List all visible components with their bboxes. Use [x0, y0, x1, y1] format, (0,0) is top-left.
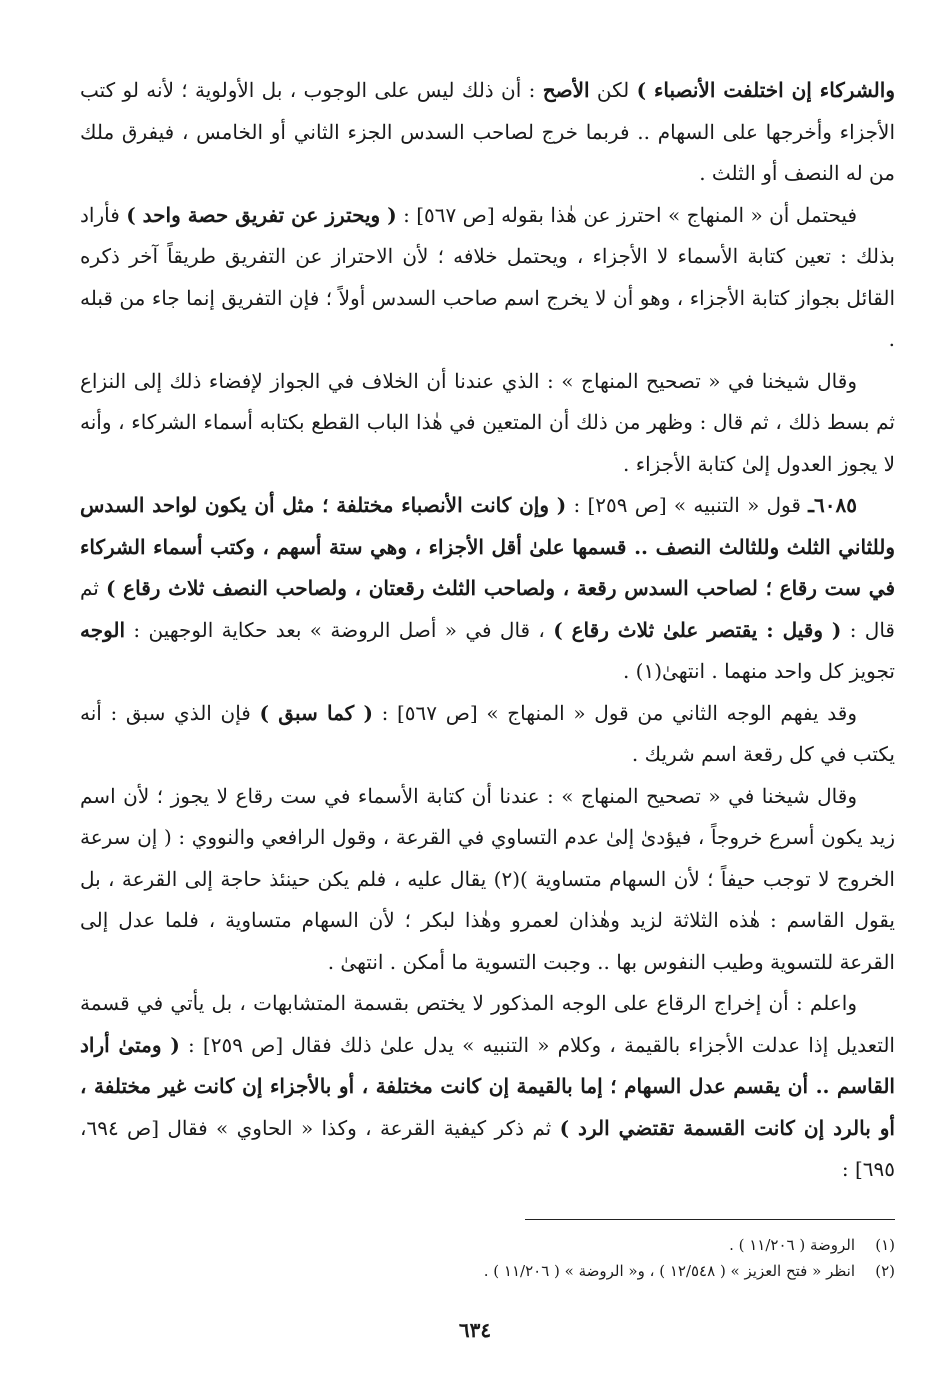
footnote-number: (١)	[875, 1236, 895, 1254]
bold-text-run: ( كما سبق )	[259, 700, 373, 725]
footnote-text: الروضة ( ١١/٢٠٦ ) .	[729, 1236, 855, 1254]
text-run: وقد يفهم الوجه الثاني من قول « المنهاج » [ص ٥٦٧] :	[372, 700, 857, 725]
main-text	[80, 70, 895, 1191]
text-run: وقال شيخنا في « تصحيح المنهاج » : عندنا أن كتابة الأسماء في ست رقاع لا يجوز ؛ لأن اسم زيد يكون أسرع خروجاً ، فيؤدىٰ إلىٰ عدم التساوي في القرعة ، وقول الرافعي والنووي : ( إن سرعة الخروج لا توجب حيفاً ؛ لأن السهام متساوية )(٢) يقال عليه ، فلم يكن حينئذ حاجة إلى القرعة ، بل يقول القاسم : هٰذه الثلاثة لزيد وهٰذان لعمرو وهٰذا لبكر ؛ لأن السهام متساوية ، فلما عدل إلى القرعة للتسوية وطيب النفوس بها .. وجبت التسوية ما أمكن . انتهىٰ .	[80, 783, 895, 974]
footnote-number: (٢)	[875, 1262, 895, 1280]
text-run: وقال شيخنا في « تصحيح المنهاج » : الذي عندنا أن الخلاف في الجواز لإفضاء ذلك إلى النزاع ثم بسط ذلك ، ثم قال : وظهر من ذلك أن المتعين في هٰذا الباب القطع بكتابه أسماء الشركاء ، وأنه لا يجوز العدول إلىٰ كتابة الأجزاء .	[80, 368, 895, 476]
text-run: ، قال في « أصل الروضة » بعد حكاية الوجهين :	[125, 617, 554, 642]
footnote-1	[80, 1232, 895, 1258]
bold-text-run: الوجه	[80, 617, 126, 642]
paragraph-p6	[80, 776, 895, 984]
text-run: فإن الذي سبق : أنه يكتب في كل رقعة اسم شريك .	[80, 700, 895, 766]
text-run: : أن ذلك ليس على الوجوب ، بل الأولوية ؛ لأنه لو كتب الأجزاء وأخرجها على السهام .. فربما خرج لصاحب السدس الجزء الثاني أو الخامس ، فيفرق ملك من له النصف أو الثلث .	[80, 78, 895, 185]
footnote-text: انظر « فتح العزيز » ( ١٢/٥٤٨ ) ، و« الروضة » ( ١١/٢٠٦ ) .	[483, 1262, 855, 1280]
text-run: ثم ذكر كيفية القرعة ، وكذا « الحاوي » فقال [ص ٦٩٤، ٦٩٥] :	[80, 1115, 895, 1181]
text-run: ثم قال :	[80, 576, 895, 642]
paragraph-p3	[80, 361, 895, 486]
paragraph-p7	[80, 983, 895, 1191]
bold-text-run: والشركاء إن اختلفت الأنصباء )	[636, 78, 895, 102]
bold-text-run: ( ومتىٰ أراد القاسم .. أن يقسم عدل السهام ؛ إما بالقيمة إن كانت مختلفة ، أو بالأجزاء إن كانت غير مختلفة ، أو بالرد إن كانت القسمة تقتضي الرد )	[80, 1032, 895, 1140]
text-run: قول « التنبيه » [ص ٢٥٩] :	[566, 493, 809, 517]
text-run: فأراد بذلك : تعين كتابة الأسماء لا الأجزاء ، ويحتمل خلافه ؛ لأن الاحتراز عن التفريق طريقاً آخر ذكره القائل بجواز كتابة الأجزاء ، وهو أن لا يخرج اسم صاحب السدس أولاً ؛ فإن التفريق إنما جاء من قبله .	[80, 202, 895, 351]
page-number: ٦٣٤	[458, 1318, 492, 1342]
bold-text-run: ( وإن كانت الأنصباء مختلفة ؛ مثل أن يكون لواحد السدس وللثاني الثلث وللثالث النصف .. قسمها علىٰ أقل الأجزاء ، وهي ستة أسهم ، وكتب أسماء الشركاء في ست رقاع ؛ لصاحب السدس رقعة ، ولصاحب الثلث رقعتان ، ولصاحب النصف ثلاث رقاع )	[80, 493, 896, 600]
bold-text-run: ( وقيل : يقتصر علىٰ ثلاث رقاع )	[553, 617, 842, 642]
text-run: لكن	[589, 78, 637, 102]
paragraph-p4	[80, 485, 895, 693]
text-run: واعلم : أن إخراج الرقاع على الوجه المذكور لا يختص بقسمة المتشابهات ، بل يأتي في قسمة التعديل إذا عدلت الأجزاء بالقيمة ، وكلام « التنبيه » يدل علىٰ ذلك فقال [ص ٢٥٩] :	[80, 991, 895, 1057]
paragraph-p1	[80, 70, 895, 195]
text-run: تجويز كل واحد منهما . انتهىٰ(١) .	[622, 659, 895, 683]
bold-text-run: ٦٠٨٥ـ	[808, 493, 857, 517]
bold-text-run: ( ويحترز عن تفريق حصة واحد )	[126, 202, 397, 227]
paragraph-p2	[80, 195, 895, 361]
bold-text-run: الأصح	[542, 78, 590, 102]
footnote-2	[80, 1258, 895, 1284]
footnote-separator	[525, 1219, 895, 1220]
text-run: فيحتمل أن « المنهاج » احترز عن هٰذا بقوله [ص ٥٦٧] :	[396, 202, 858, 227]
footnotes	[80, 1232, 895, 1284]
paragraph-p5	[80, 693, 895, 776]
